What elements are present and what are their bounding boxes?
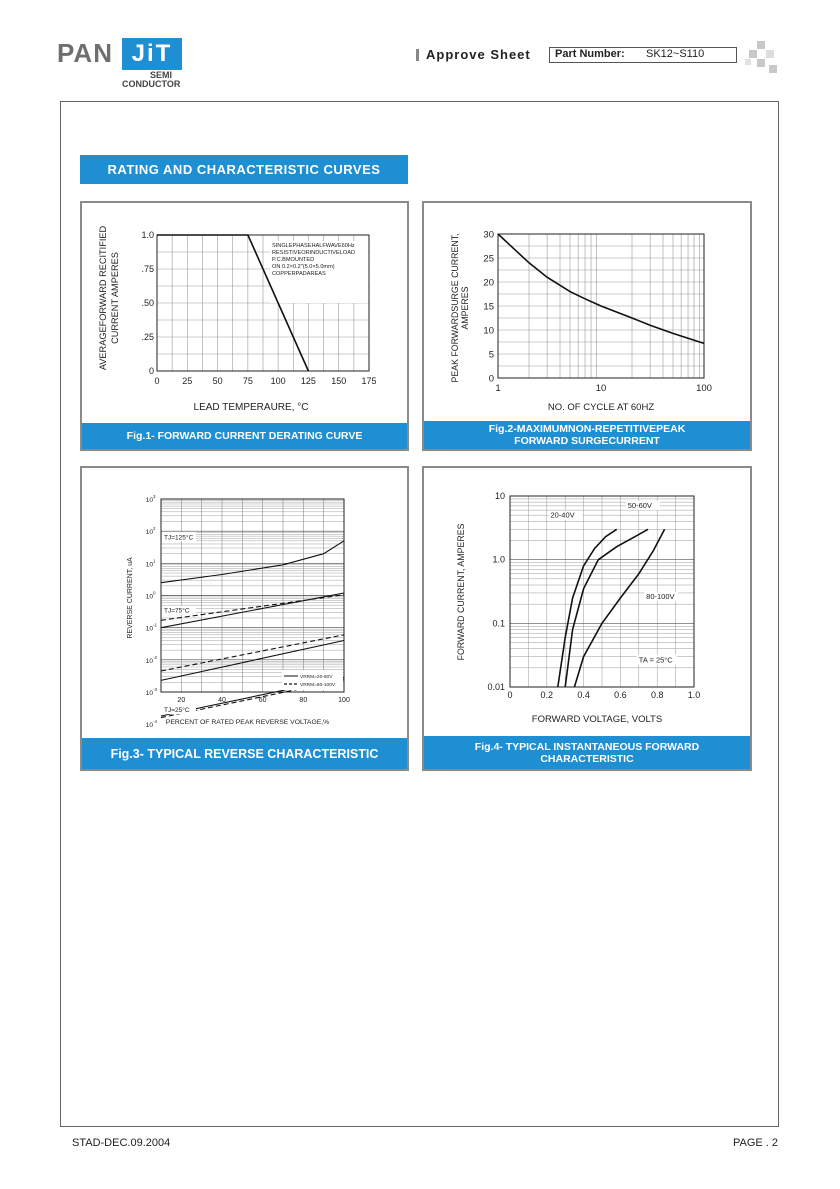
y-tick-label: 30 — [483, 229, 494, 241]
x-tick-label: 25 — [182, 376, 193, 386]
x-tick-label: 1.0 — [687, 690, 701, 700]
fig4-panel — [422, 466, 752, 771]
x-tick-label: 100 — [338, 697, 350, 704]
y-tick-label: 10 — [145, 690, 153, 697]
y-tick-label: 10 — [145, 561, 153, 569]
series-label: 80-100V — [646, 592, 675, 602]
x-tick-label: 100 — [696, 383, 712, 394]
y-tick-exponent: -1 — [153, 622, 158, 628]
x-tick-label: 0 — [154, 376, 160, 386]
y-tick-label: .75 — [141, 264, 154, 274]
fig1-caption: Fig.1- FORWARD CURRENT DERATING CURVE — [82, 423, 407, 449]
fig3-caption: Fig.3- TYPICAL REVERSE CHARACTERISTIC — [82, 738, 407, 769]
y-axis-label: REVERSE CURRENT, uA — [127, 557, 134, 639]
y-tick-label: 10 — [145, 497, 153, 504]
footer-date: STAD-DEC.09.2004 — [72, 1137, 171, 1149]
footer-page: PAGE . 2 — [733, 1137, 779, 1149]
y-tick-label: 0.1 — [492, 618, 505, 629]
fig2-caption — [424, 421, 750, 449]
y-tick-label: 10 — [145, 593, 153, 601]
y-tick-label: 10 — [145, 625, 153, 633]
y-tick-exponent: -2 — [153, 654, 158, 660]
chart-annotation: P.C.BMOUNTED — [272, 257, 315, 263]
fig3-panel — [80, 466, 409, 771]
y-tick-label: 10 — [494, 491, 505, 501]
y-tick-label: 20 — [483, 277, 494, 289]
y-tick-exponent: -4 — [153, 719, 158, 725]
y-tick-label: 1.0 — [492, 554, 505, 565]
y-axis-label: AMPERES — [460, 286, 470, 330]
y-tick-label: 10 — [145, 657, 153, 665]
y-axis-label: CURRENT AMPERES — [110, 252, 120, 344]
y-tick-label: 0 — [148, 366, 154, 376]
chart-annotation: TJ=125°C — [164, 534, 194, 542]
y-tick-label: 0 — [488, 373, 494, 385]
y-tick-label: 0.01 — [487, 682, 505, 692]
y-tick-exponent: 2 — [153, 526, 156, 532]
chart-annotation: RESISTIVEORINDUCTIVELOAD — [272, 250, 355, 256]
reverse-curve-0 — [161, 541, 344, 583]
approve-bar — [416, 49, 419, 61]
logo-pan: PAN — [57, 38, 113, 68]
approve-sheet-title: Approve Sheet — [426, 47, 531, 62]
section-title: RATING AND CHARACTERISTIC CURVES — [80, 155, 408, 184]
logo-conductor: CONDUCTOR — [122, 79, 181, 89]
x-tick-label: 100 — [270, 376, 286, 386]
fig4-caption — [424, 736, 750, 769]
y-tick-label: .25 — [141, 332, 154, 342]
x-tick-label: 20 — [177, 697, 186, 704]
y-tick-label: 25 — [483, 253, 494, 265]
chart-annotation: SINGLEPHASEHALFWAVE60Hz — [272, 243, 355, 249]
y-tick-exponent: -3 — [153, 687, 158, 692]
x-axis-label: PERCENT OF RATED PEAK REVERSE VOLTAGE,% — [165, 719, 330, 726]
part-number-box — [549, 47, 737, 63]
fig3-chart — [82, 468, 407, 738]
x-axis-label: NO. OF CYCLE AT 60HZ — [547, 402, 655, 413]
y-axis-label: AVERAGEFORWARD RECITIFIED — [98, 225, 108, 371]
series-label: 20-40V — [550, 510, 575, 520]
x-tick-label: 125 — [300, 376, 316, 386]
x-tick-label: 0.4 — [577, 690, 590, 700]
series-label: 50-60V — [627, 500, 652, 510]
y-tick-label: 15 — [483, 301, 494, 313]
x-tick-label: 0.2 — [540, 690, 554, 700]
y-tick-label: 10 — [483, 325, 494, 337]
y-tick-exponent: 1 — [153, 558, 156, 564]
chart-annotation: ON 0.2×0.2"(5.0×5.0mm) — [272, 264, 335, 270]
part-number-label: Part Number: — [555, 48, 625, 60]
logo-semi: SEMI — [150, 70, 173, 80]
chart-annotation: TJ=25°C — [164, 707, 190, 715]
x-tick-label: 175 — [361, 376, 377, 386]
part-number-value: SK12~S110 — [646, 48, 705, 60]
x-tick-label: 60 — [258, 697, 267, 704]
x-tick-label: 1 — [495, 383, 501, 394]
chart-annotation: COPPERPADAREAS — [272, 271, 326, 277]
chart-annotation: TA = 25°C — [638, 655, 673, 665]
y-tick-exponent: 0 — [153, 590, 156, 596]
fig4-caption-line2: CHARACTERISTIC — [540, 752, 634, 765]
y-tick-exponent: 3 — [153, 494, 156, 499]
y-axis-label: FORWARD CURRENT, AMPERES — [456, 523, 466, 661]
y-tick-label: 10 — [145, 529, 153, 537]
x-axis-label: FORWARD VOLTAGE, VOLTS — [531, 714, 663, 725]
x-tick-label: 10 — [595, 383, 607, 394]
fig1-chart — [82, 203, 407, 425]
y-tick-label: .50 — [141, 298, 154, 308]
y-tick-label: 1.0 — [141, 230, 154, 240]
logo-jit: JiT — [122, 38, 182, 70]
x-tick-label: 80 — [299, 697, 308, 704]
fig2-chart — [424, 203, 750, 425]
fig4-chart — [424, 468, 750, 736]
forward-curve-1 — [565, 529, 648, 687]
fig1-panel — [80, 201, 409, 451]
x-axis-label: LEAD TEMPERAURE, °C — [193, 402, 309, 413]
x-tick-label: 75 — [242, 376, 253, 386]
x-tick-label: 0.6 — [614, 690, 627, 700]
fig2-caption-line1: Fig.2-MAXIMUMNON-REPETITIVEPEAK — [488, 423, 686, 435]
fig4-caption-line1: Fig.4- TYPICAL INSTANTANEOUS FORWARD — [474, 740, 700, 753]
y-tick-label: 5 — [488, 349, 494, 361]
x-tick-label: 50 — [212, 376, 223, 386]
fig2-caption-line2: FORWARD SURGECURRENT — [514, 435, 660, 447]
y-axis-label: PEAK FORWARDSURGE CURRENT, — [450, 233, 460, 383]
reverse-curve-4 — [161, 635, 344, 671]
x-tick-label: 40 — [218, 697, 226, 704]
fig2-panel — [422, 201, 752, 451]
x-tick-label: 150 — [331, 376, 347, 386]
decorative-squares — [745, 41, 779, 77]
chart-annotation: TJ=75°C — [164, 607, 190, 615]
x-tick-label: 0.8 — [650, 690, 664, 700]
legend-label: VRRM=80-100V — [300, 683, 336, 688]
y-tick-label: 10 — [145, 722, 153, 730]
x-tick-label: 0 — [507, 690, 513, 700]
legend-label: VRRM=20-60V — [300, 675, 333, 680]
